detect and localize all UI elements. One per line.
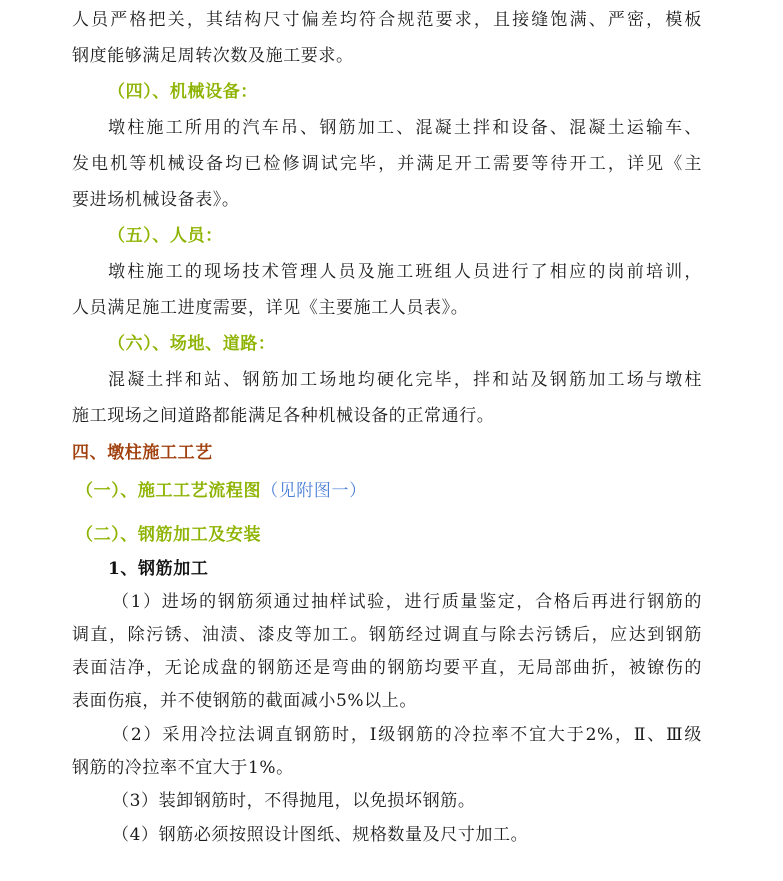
paragraph-line: 表面伤痕，并不使钢筋的截面减小5%以上。: [72, 691, 417, 711]
paragraph-line: （4）钢筋必须按照设计图纸、规格数量及尺寸加工。: [112, 825, 529, 845]
paragraph-line: 钢度能够满足周转次数及施工要求。: [72, 46, 354, 66]
section-heading-rebar: （二）、钢筋加工及安装: [76, 525, 262, 545]
paragraph-line: 发电机等机械设备均已检修调试完毕，并满足开工需要等待开工，详见《主: [72, 154, 702, 174]
paragraph-line: 墩柱施工的现场技术管理人员及施工班组人员进行了相应的岗前培训，: [108, 262, 702, 282]
figure-reference-link[interactable]: （见附图一）: [261, 481, 367, 501]
heading-text: （一）、施工工艺流程图: [76, 481, 262, 501]
paragraph-line: 施工现场之间道路都能满足各种机械设备的正常通行。: [72, 406, 495, 426]
section-heading-site-roads: （六）、场地、道路：: [108, 334, 276, 354]
chapter-heading-pier-process: 四、墩柱施工工艺: [72, 443, 213, 463]
paragraph-line: （2）采用冷拉法调直钢筋时，Ⅰ级钢筋的冷拉率不宜大于2%，Ⅱ、Ⅲ级: [112, 725, 702, 745]
paragraph-line: 表面洁净，无论成盘的钢筋还是弯曲的钢筋均要平直，无局部曲折，被镣伤的: [72, 658, 702, 678]
paragraph-line: 人员严格把关，其结构尺寸偏差均符合规范要求，且接缝饱满、严密，模板: [72, 10, 702, 30]
paragraph-line: 钢筋的冷拉率不宜大于1%。: [72, 758, 294, 778]
section-heading-process-flow: [76, 479, 367, 503]
section-heading-personnel: （五）、人员：: [108, 226, 223, 246]
paragraph-line: （3）装卸钢筋时，不得抛甩，以免损坏钢筋。: [112, 791, 476, 811]
paragraph-line: （1）进场的钢筋须通过抽样试验，进行质量鉴定，合格后再进行钢筋的: [112, 592, 702, 612]
paragraph-line: 墩柱施工所用的汽车吊、钢筋加工、混凝土拌和设备、混凝土运输车、: [108, 118, 702, 138]
paragraph-line: 人员满足施工进度需要，详见《主要施工人员表》。: [72, 298, 469, 318]
subsection-heading-rebar-processing: 1、钢筋加工: [108, 559, 209, 579]
paragraph-line: 要进场机械设备表》。: [72, 190, 240, 210]
paragraph-line: 调直，除污锈、油渍、漆皮等加工。钢筋经过调直与除去污锈后，应达到钢筋: [72, 625, 702, 645]
paragraph-line: 混凝土拌和站、钢筋加工场地均硬化完毕，拌和站及钢筋加工场与墩柱: [108, 370, 702, 390]
section-heading-machinery: （四）、机械设备：: [108, 82, 258, 102]
